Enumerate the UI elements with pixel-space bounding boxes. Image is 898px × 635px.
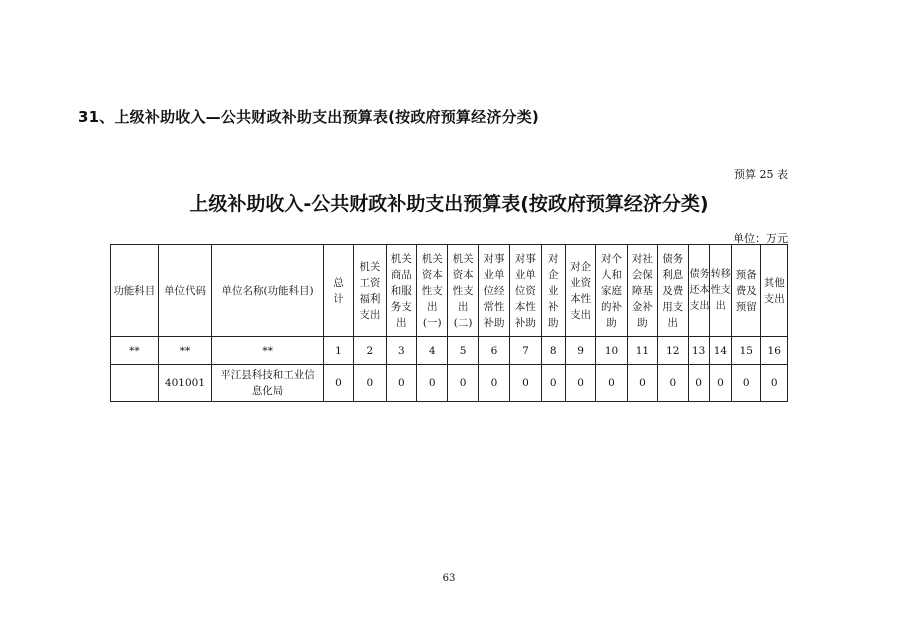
value-cell: 0 [627,365,657,402]
header-label: 功能科目 [113,284,156,297]
value-cell: 0 [478,365,509,402]
header-cell [478,245,509,337]
unit-code-cell: 401001 [158,365,212,402]
header-cell [709,245,731,337]
header-label: 对社会保障基金补助 [631,252,653,329]
function-subject-cell [111,365,159,402]
section-heading: 31、上级补助收入—公共财政补助支出预算表(按政府预算经济分类) [78,108,539,126]
index-row [111,337,788,365]
index-cell: 4 [417,337,448,365]
header-cell [732,245,761,337]
index-cell: ** [212,337,323,365]
header-label: 机关工资福利支出 [359,260,381,321]
index-cell: 6 [478,337,509,365]
header-cell [688,245,709,337]
value-cell: 0 [541,365,565,402]
value-cell: 0 [761,365,788,402]
header-cell [354,245,386,337]
index-cell: 8 [541,337,565,365]
header-label: 债务还本支出 [689,268,710,312]
header-row [111,245,788,337]
index-cell: 13 [688,337,709,365]
header-cell [658,245,688,337]
header-label: 债务利息及费用支出 [662,252,684,329]
header-label: 机关商品和服务支出 [390,252,412,329]
header-cell [565,245,595,337]
value-cell: 0 [510,365,541,402]
index-cell: 2 [354,337,386,365]
header-label: 对企业资本性支出 [570,260,592,321]
index-cell: 11 [627,337,657,365]
index-cell: 15 [732,337,761,365]
header-label: 对企业补助 [548,252,559,329]
index-cell: 14 [709,337,731,365]
header-label: 单位代码 [163,284,206,297]
index-cell: 12 [658,337,688,365]
header-label: 转移性支出 [710,268,731,312]
header-cell [386,245,416,337]
index-cell: 7 [510,337,541,365]
header-cell [111,245,159,337]
header-cell [158,245,212,337]
value-cell: 0 [386,365,416,402]
value-cell: 0 [658,365,688,402]
header-label: 其他支出 [763,276,785,305]
value-cell: 0 [596,365,627,402]
value-cell: 0 [732,365,761,402]
header-cell [417,245,448,337]
value-cell: 0 [565,365,595,402]
index-cell: 16 [761,337,788,365]
index-cell: ** [158,337,212,365]
index-cell: 5 [448,337,478,365]
header-label: 总计 [333,276,344,305]
index-cell: 3 [386,337,416,365]
value-cell: 0 [688,365,709,402]
value-cell: 0 [417,365,448,402]
index-cell: ** [111,337,159,365]
header-label: 机关资本性支出(二) [452,252,474,329]
budget-table [110,244,788,402]
unit-label: 单位：万元 [733,232,788,245]
table-title: 上级补助收入-公共财政补助支出预算表(按政府预算经济分类) [189,193,709,215]
header-cell [761,245,788,337]
header-cell [323,245,353,337]
header-label: 对事业单位资本性补助 [514,252,536,329]
header-label: 预备费及预留 [735,268,757,313]
value-cell: 0 [323,365,353,402]
value-cell: 0 [448,365,478,402]
form-number: 预算 25 表 [734,168,788,181]
header-cell [212,245,323,337]
unit-name-label: 平江县科技和工业信息化局 [220,369,315,397]
header-cell [510,245,541,337]
header-label: 对个人和家庭的补助 [601,252,623,329]
header-label: 机关资本性支出(一) [421,252,443,329]
unit-name-cell [212,365,323,402]
header-label: 对事业单位经常性补助 [483,252,505,329]
header-label: 单位名称(功能科目) [221,284,314,297]
index-cell: 1 [323,337,353,365]
value-cell: 0 [709,365,731,402]
table-row [111,365,788,402]
header-cell [541,245,565,337]
header-cell [627,245,657,337]
header-cell [596,245,627,337]
value-cell: 0 [354,365,386,402]
index-cell: 10 [596,337,627,365]
index-cell: 9 [565,337,595,365]
page-number: 63 [442,573,456,584]
header-cell [448,245,478,337]
